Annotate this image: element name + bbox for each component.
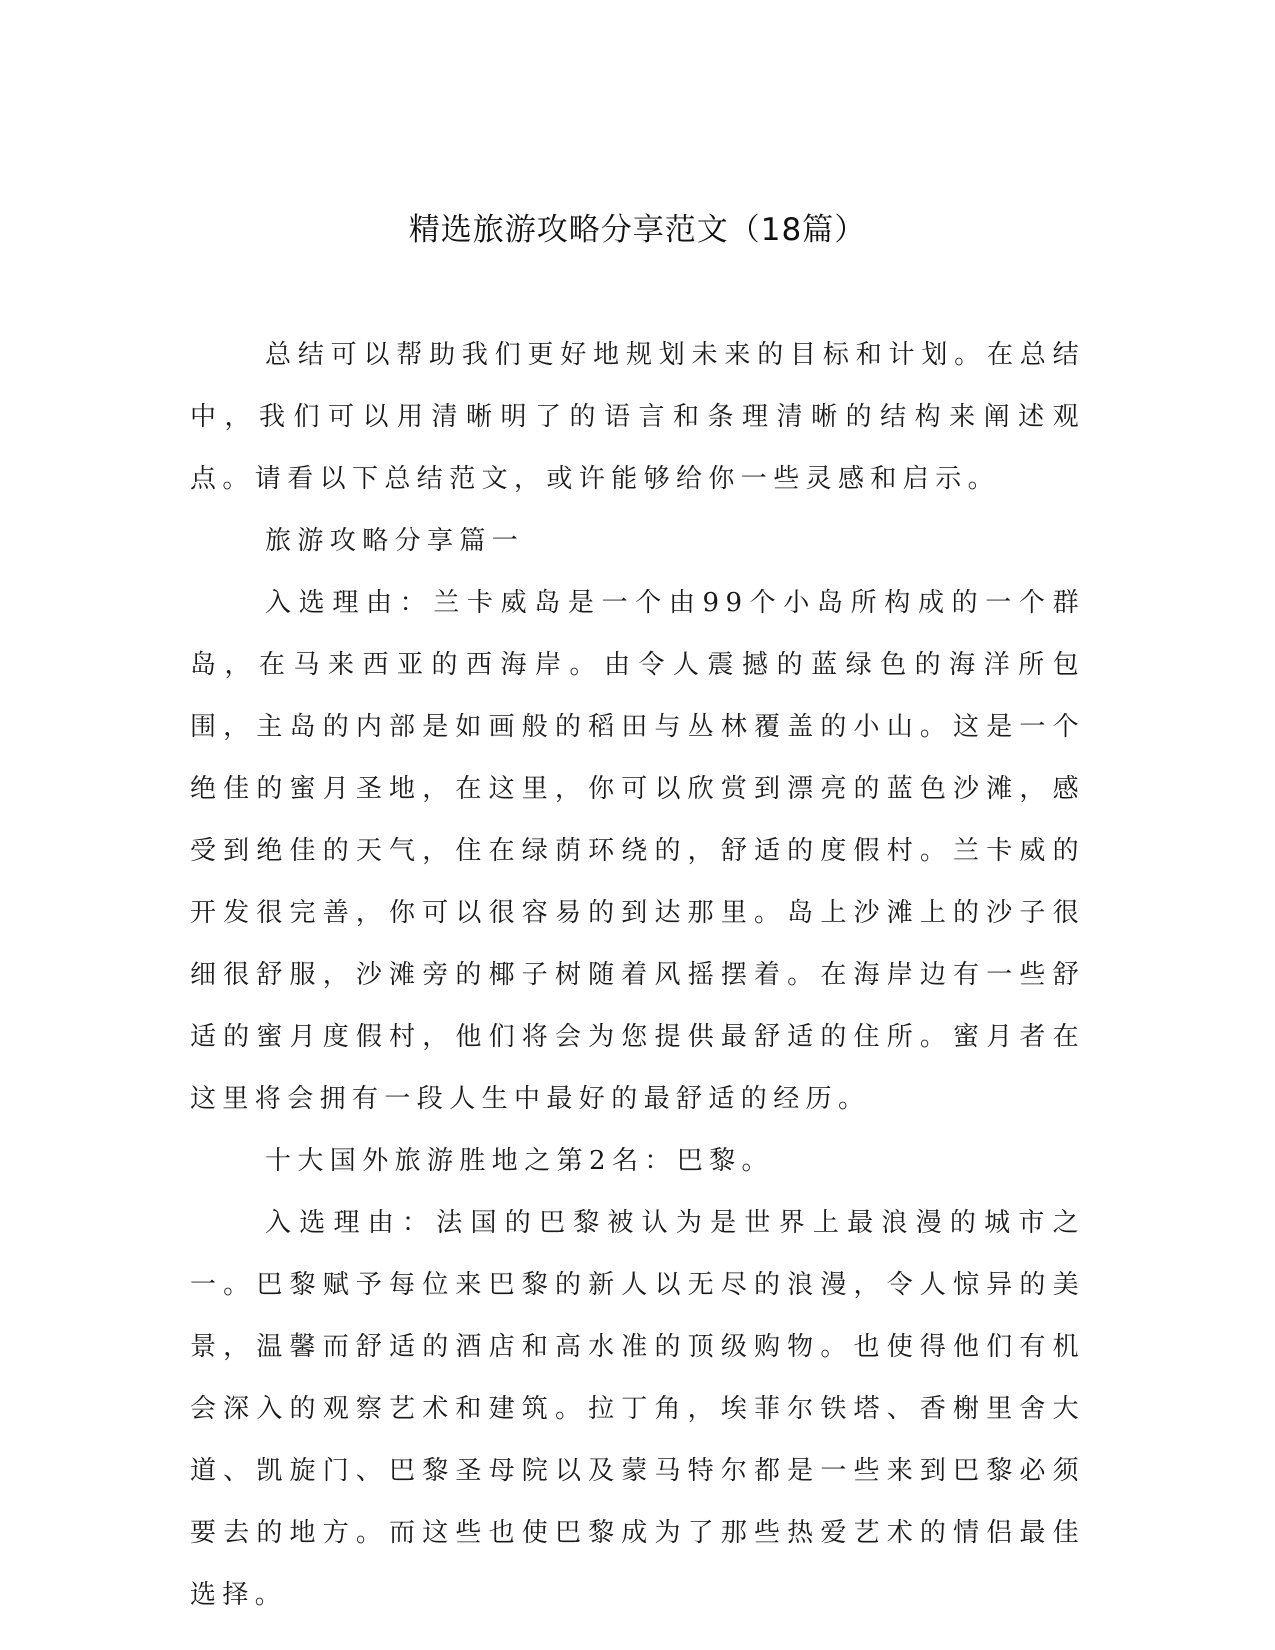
document-title: 精选旅游攻略分享范文（18篇） [408,212,867,248]
section-heading-paris: 十大国外旅游胜地之第2名：巴黎。 [265,1146,774,1176]
document-body [190,324,1085,1626]
langkawi-paragraph: 入选理由：兰卡威岛是一个由99个小岛所构成的一个群岛，在马来西亚的西海岸。由令人震撼的蓝绿色的海洋所包围，主岛的内部是如画般的稻田与丛林覆盖的小山。这是一个绝佳的蜜月圣地，在这里，你可以欣赏到漂亮的蓝色沙滩，感受到绝佳的天气，住在绿荫环绕的，舒适的度假村。兰卡威的开发很完善，你可以很容易的到达那里。岛上沙滩上的沙子很细很舒服，沙滩旁的椰子树随着风摇摆着。在海岸边有一些舒适的蜜月度假村，他们将会为您提供最舒适的住所。蜜月者在这里将会拥有一段人生中最好的最舒适的经历。 [190,588,1085,1114]
paris-paragraph: 入选理由：法国的巴黎被认为是世界上最浪漫的城市之一。巴黎赋予每位来巴黎的新人以无尽的浪漫，令人惊异的美景，温馨而舒适的酒店和高水准的顶级购物。也使得他们有机会深入的观察艺术和建筑。拉丁角，埃菲尔铁塔、香榭里舍大道、凯旋门、巴黎圣母院以及蒙马特尔都是一些来到巴黎必须要去的地方。而这些也使巴黎成为了那些热爱艺术的情侣最佳选择。 [190,1208,1085,1610]
intro-paragraph: 总结可以帮助我们更好地规划未来的目标和计划。在总结中，我们可以用清晰明了的语言和条理清晰的结构来阐述观点。请看以下总结范文，或许能够给你一些灵感和启示。 [190,340,1085,494]
section-heading-1: 旅游攻略分享篇一 [265,526,525,556]
